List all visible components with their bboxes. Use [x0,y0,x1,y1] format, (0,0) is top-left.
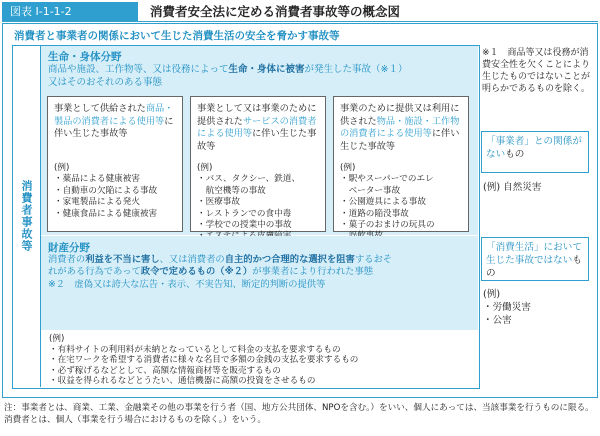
example-item: ・健康食品による健康被害 [54,208,158,219]
example-item: ・駅やスーパーでのエレ [340,174,434,185]
life-safety-description [48,63,474,89]
category-examples [197,163,323,243]
no-business-relation-box [481,131,589,173]
category-head-pre: 事業として又は事業のために提供された [197,103,317,127]
category-head-post: に伴い生じた事故等 [340,128,460,152]
life-desc-pre: 商品や施設、工作物等、又は役務によって [48,64,229,75]
note-1: ※１ 商品等又は役務が消費安全性を欠くことにより生じたものではないことが明らかであるものを除く。 [482,48,591,94]
category-head-post: に伴い生じた事故等 [54,115,174,139]
prop-bold: 自主的かつ合理的な選択を阻害 [224,254,355,265]
example-item: (例) [54,163,70,173]
box-tail: もの [486,255,582,279]
property-description [48,254,474,291]
box-main: 「事業者」との関係がない [486,136,582,160]
category-examples [340,163,466,243]
category-head-highlight: 物品・施設・工作物の消費者による使用等 [340,115,460,139]
example-item: ・菓子のおまけの玩具の [340,220,435,231]
example-item: (例) [49,334,65,344]
figure-label: 図表 Ⅰ-1-1-2 [2,2,138,21]
figure-header [2,2,598,22]
prop-text: するおそ [354,254,393,265]
example-item: (例) [483,289,501,300]
prop-bold: 利益を不当に害し [85,254,160,265]
category-head-highlight: 商品・製品の消費者による使用等 [54,103,174,127]
category-head-highlight: サービスの消費者による使用等 [197,115,317,139]
example-item: 航空機等の事故 [197,185,266,196]
example-item: ベーター事故 [340,185,401,196]
figure-title: 消費者安全法に定める消費者事故等の概念図 [150,4,401,19]
example-item: ・学校での授業中の事故 [197,220,292,231]
category-examples [54,163,180,220]
life-desc-bold: 生命・身体に被害 [228,64,305,75]
not-consumer-life-examples [483,288,531,327]
prop-text: れがある行為であって [48,266,141,278]
example-item: ・レストランでの食中毒 [197,208,292,219]
consumer-accidents-vertical-label: 消費者事故等 [12,45,41,387]
property-examples [41,331,476,386]
natural-disaster-example: (例) 自然災害 [483,182,542,193]
category-box-facilities [333,96,469,232]
example-item: (例) [340,163,356,173]
example-item: (例) [197,163,213,173]
example-item: ・自動車の欠陥による事故 [54,185,158,196]
example-item: ・労働災害 [483,302,531,313]
category-head-post: に伴い生じた事故等 [197,128,317,152]
lead-text: 消費者と事業者の関係において生じた消費生活の安全を脅かす事故等 [14,30,340,42]
category-box-services [190,96,326,232]
life-safety-title: 生命・身体分野 [48,51,122,63]
example-item: ・薬品による健康被害 [54,174,140,185]
example-item: ・家電製品による発火 [54,197,140,208]
example-item: ・有料サイトの利用料が未納となっているとして料金の支払を要求するもの [49,344,341,355]
example-item: ・公園遊具による事故 [340,197,426,208]
not-consumer-life-box [481,237,589,281]
prop-text: 、又は消費者の [159,254,225,265]
property-title: 財産分野 [48,242,90,254]
category-heading [197,103,321,153]
example-item: ・バス、タクシー、鉄道、 [197,174,301,185]
life-desc-post: が発生した事故（※１） [304,64,408,75]
example-item: ・公害 [483,315,512,326]
example-item: ・医療事故 [197,197,240,208]
example-item: ・道路の陥没事故 [340,208,409,219]
prop-text: が事業者により行われた事態 [252,266,374,278]
example-item: ・収益を得られるなどとうたい、通信機器に高額の投資をさせるもの [49,376,316,387]
box-main: 「消費生活」において生じた事故ではない [486,242,582,266]
category-box-products [47,96,183,232]
prop-note: ※２ 虚偽又は誇大な広告・表示、不実告知、断定的判断の提供等 [48,278,326,290]
prop-bold: 政令で定めるもの（※２） [140,266,253,278]
prop-text: 消費者の [48,254,86,265]
example-item: ・必ず稼げるなどとして、高額な情報商材等を販売するもの [49,365,281,376]
example-item: ・在宅ワークを希望する消費者に様々な名目で多額の金銭の支払を要求するもの [49,355,359,366]
life-desc-line2: 又はそのおそれのある事態 [48,77,163,88]
category-head-pre: 事業として供給された [54,103,146,114]
category-heading [54,103,178,141]
category-head-pre: 事業のために提供又は利用に供された [340,103,460,127]
footnote: 注：事業者とは、商業、工業、金融業その他の事業を行う者（国、地方公共団体、NPOを含む。）をいい、個人にあっては、当該事業を行うものに限る。消費者とは、個人（事業を行う場合におけるものを除く。）をいう。 [4,403,594,425]
box-tail: もの [505,149,525,160]
category-heading [340,103,464,153]
